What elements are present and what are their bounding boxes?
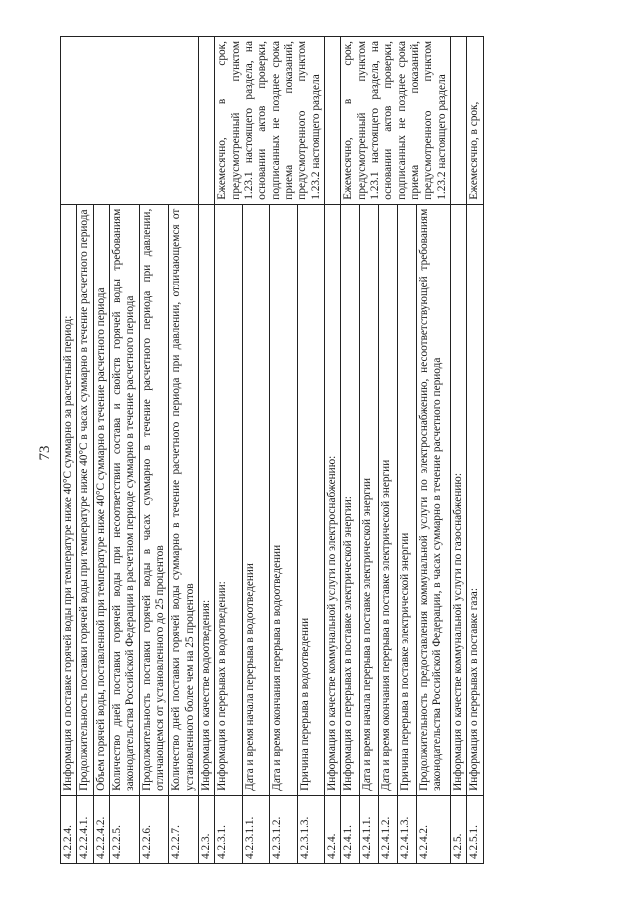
row-description: Объем горячей воды, поставленной при температуре ниже 40°С суммарно в течение расчетного периода xyxy=(93,204,109,795)
row-description: Информация о качестве коммунальной услуги по газоснабжению: xyxy=(450,204,466,795)
row-description: Информация о качестве коммунальной услуги по электроснабжению: xyxy=(324,204,340,795)
row-description: Информация о перерывах в поставке электрической энергии: xyxy=(341,204,360,795)
frequency-text: Ежемесячно, в срок, предусмотренный пунктом 1.23.1 настоящего раздела, на основании актов проверки, подписанных не позднее срока приема показаний, предусмотренного пунктом 1.23.2 настоящего раздела xyxy=(216,41,322,200)
row-description: Информация о поставке горячей воды при температуре ниже 40°С суммарно за расчетный период: xyxy=(61,204,77,795)
row-frequency xyxy=(61,37,199,205)
table-row xyxy=(61,37,77,864)
row-number: 4.2.5.1. xyxy=(467,795,483,863)
row-frequency xyxy=(324,37,340,205)
row-description: Дата и время начала перерыва в водоотведении xyxy=(242,204,269,795)
table-row xyxy=(450,37,466,864)
row-frequency xyxy=(215,37,325,205)
row-number: 4.2.2.4.2. xyxy=(93,795,109,863)
row-description: Продолжительность поставки горячей воды при температуре ниже 40°С в часах суммарно в течение расчетного периода xyxy=(77,204,93,795)
row-number: 4.2.2.5. xyxy=(109,795,139,863)
row-description: Причина перерыва в поставке электрической энергии xyxy=(397,204,416,795)
row-number: 4.2.5. xyxy=(450,795,466,863)
row-frequency xyxy=(450,37,466,205)
frequency-text: Ежемесячно, в срок, предусмотренный пунктом 1.23.1 настоящего раздела, на основании актов проверки, подписанных не позднее срока приема показаний, предусмотренного пунктом 1.23.2 настоящего раздела xyxy=(342,41,448,200)
row-description: Причина перерыва в водоотведении xyxy=(297,204,324,795)
document-table-frame xyxy=(60,36,588,864)
table-row xyxy=(341,37,360,864)
row-number: 4.2.2.6. xyxy=(139,795,169,863)
row-number: 4.2.2.4. xyxy=(61,795,77,863)
table-row xyxy=(215,37,242,864)
row-description: Продолжительность поставки горячей воды в часах суммарно в течение расчетного периода при давлении, отличающемся от установленного до 25 процентов xyxy=(139,204,169,795)
row-frequency xyxy=(198,37,214,205)
row-number: 4.2.4.1.1. xyxy=(360,795,379,863)
row-description: Дата и время окончания перерыва в поставке электрической энергии xyxy=(378,204,397,795)
requirements-table xyxy=(60,36,484,864)
table-row xyxy=(198,37,214,864)
row-number: 4.2.2.4.1. xyxy=(77,795,93,863)
row-number: 4.2.3.1.2. xyxy=(270,795,297,863)
row-number: 4.2.4.2. xyxy=(416,795,450,863)
row-number: 4.2.4.1.3. xyxy=(397,795,416,863)
row-description: Информация о перерывах в водоотведении: xyxy=(215,204,242,795)
row-frequency xyxy=(341,37,451,205)
row-description: Информация о качестве водоотведения: xyxy=(198,204,214,795)
row-number: 4.2.3.1. xyxy=(215,795,242,863)
row-description: Количество дней поставки горячей воды при несоответствии состава и свойств горячей воды требованиям законодательства Российской Федерации в расчетном периоде суммарно в течение расчетного периода xyxy=(109,204,139,795)
row-description: Дата и время начала перерыва в поставке электрической энергии xyxy=(360,204,379,795)
row-description: Информация о перерывах в поставке газа: xyxy=(467,204,483,795)
row-number: 4.2.4.1. xyxy=(341,795,360,863)
row-number: 4.2.3. xyxy=(198,795,214,863)
row-number: 4.2.3.1.3. xyxy=(297,795,324,863)
table-row xyxy=(324,37,340,864)
row-description: Продолжительность предоставления коммунальной услуги по электроснабжению, несоответствующей требованиям законодательства Российской Федерации, в часах суммарно в течение расчетного периода xyxy=(416,204,450,795)
row-frequency: Ежемесячно, в срок, xyxy=(467,37,483,205)
row-number: 4.2.4. xyxy=(324,795,340,863)
row-number: 4.2.2.7. xyxy=(169,795,199,863)
row-number: 4.2.3.1.1. xyxy=(242,795,269,863)
row-number: 4.2.4.1.2. xyxy=(378,795,397,863)
row-description: Дата и время окончания перерыва в водоотведении xyxy=(270,204,297,795)
rotated-table-container xyxy=(60,36,588,864)
row-description: Количество дней поставки горячей воды суммарно в течение расчетного периода при давлении, отличающемся от установленного более чем на 25 процентов xyxy=(169,204,199,795)
table-row xyxy=(467,37,483,864)
page-number: 73 xyxy=(37,445,53,461)
